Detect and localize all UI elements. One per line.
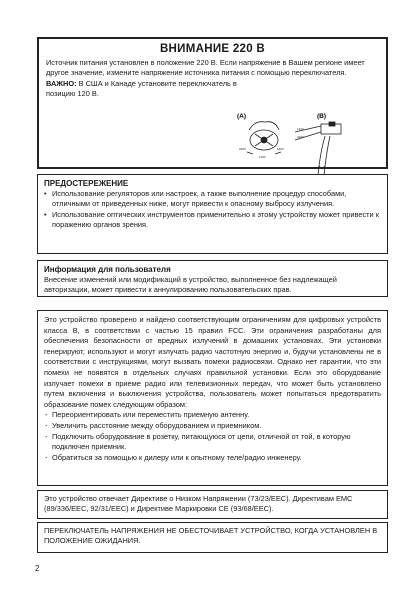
svg-text:220V: 220V — [239, 147, 247, 151]
fcc-list-item: - Обратиться за помощью к дилеру или к опытному теле/радио инженеру. — [44, 453, 381, 464]
figure-label-a: (A) — [237, 113, 247, 120]
caution-item: • Использование оптических инструментов применительно к этому устройству может привести к поражению органов зрения. — [44, 210, 381, 231]
voltage-dial-icon — [247, 122, 281, 154]
svg-text:220V: 220V — [297, 135, 305, 139]
important-label: ВАЖНО: — [46, 78, 77, 88]
user-info-heading: Информация для пользователя — [44, 265, 171, 274]
svg-text:120V: 120V — [277, 147, 285, 151]
fcc-list-item: - Подключить оборудование в розетку, питающуюся от цепи, отличной от той, в которую подключен приемник. — [44, 432, 381, 453]
voltage-switch-note-box — [37, 522, 388, 553]
caution-box — [37, 174, 388, 254]
page-number: 2 — [35, 564, 40, 573]
svg-text:110V: 110V — [259, 155, 266, 159]
important-text: В США и Канаде установите переключатель в позицию 120 В. — [46, 78, 237, 99]
user-info-text: Внесение изменений или модификаций в устройство, выполненное без надлежащей авторизации, может привести к аннулированию пользовательских прав. — [44, 275, 337, 295]
fcc-text: Это устройство проверено и найдено соответствующим ограничениям для цифровых устройств класса В, в соответствии с частью 15 правил FCC. Эти ограничения разработаны для обеспечения безопасности от вредных излучений в домашних установках. Эти установки генерируют, используют и могут излучать радио частотную энергию и, будучи установлены не в соответствии с инструкциями, могут вызвать помехи радиосвязи. Однако нет гарантии, что эти помехи не появятся в отдельных случаях правильной установки. Если это оборудование излучает помехи в приеме радио или телевизионных передач, что может быть установлено путем включения и выключения устройства, пользователь может попытаться предотвратить образование помех следующим образом: — [44, 315, 381, 409]
caution-heading: ПРЕДОСТЕРЕЖЕНИЕ — [44, 179, 129, 188]
figure-label-b: (B) — [317, 113, 327, 120]
voltage-switch-icon — [295, 122, 341, 140]
user-info-box — [37, 260, 388, 297]
voltage-warning-title: ВНИМАНИЕ 220 В — [159, 43, 266, 55]
fcc-compliance-box — [37, 310, 388, 486]
fcc-list-item: - Переориентировать или переместить приемную антенну. — [44, 410, 381, 421]
directive-text: Это устройство отвечает Директиве о Низком Напряжении (73/23/EEC). Директивам EMC (89/336/EEC, 92/31/EEC) и Директиве Маркировки CE (93/68/EEC). — [44, 494, 353, 514]
fcc-list-item: - Увеличить расстояние между оборудованием и приемником. — [44, 421, 381, 432]
svg-text:110V: 110V — [297, 127, 304, 131]
voltage-warning-text: Источник питания установлен в положение 220 В. Если напряжение в Вашем регионе имеет другое значение, измените напряжение источника питания с помощью переключателя. — [46, 58, 365, 78]
voltage-important-note — [46, 79, 246, 100]
ce-directive-box — [37, 490, 388, 519]
caution-item: • Использование регуляторов или настроек, а также выполнение процедур способами, отличными от приведенных ниже, могут привести к опасному выбросу излучения. — [44, 189, 381, 210]
switch-note-text: ПЕРЕКЛЮЧАТЕЛЬ НАПРЯЖЕНИЯ НЕ ОБЕСТОЧИВАЕТ УСТРОЙСТВО, КОГДА УСТАНОВЛЕН В ПОЛОЖЕНИЕ ОЖИДАНИЯ. — [44, 526, 378, 546]
